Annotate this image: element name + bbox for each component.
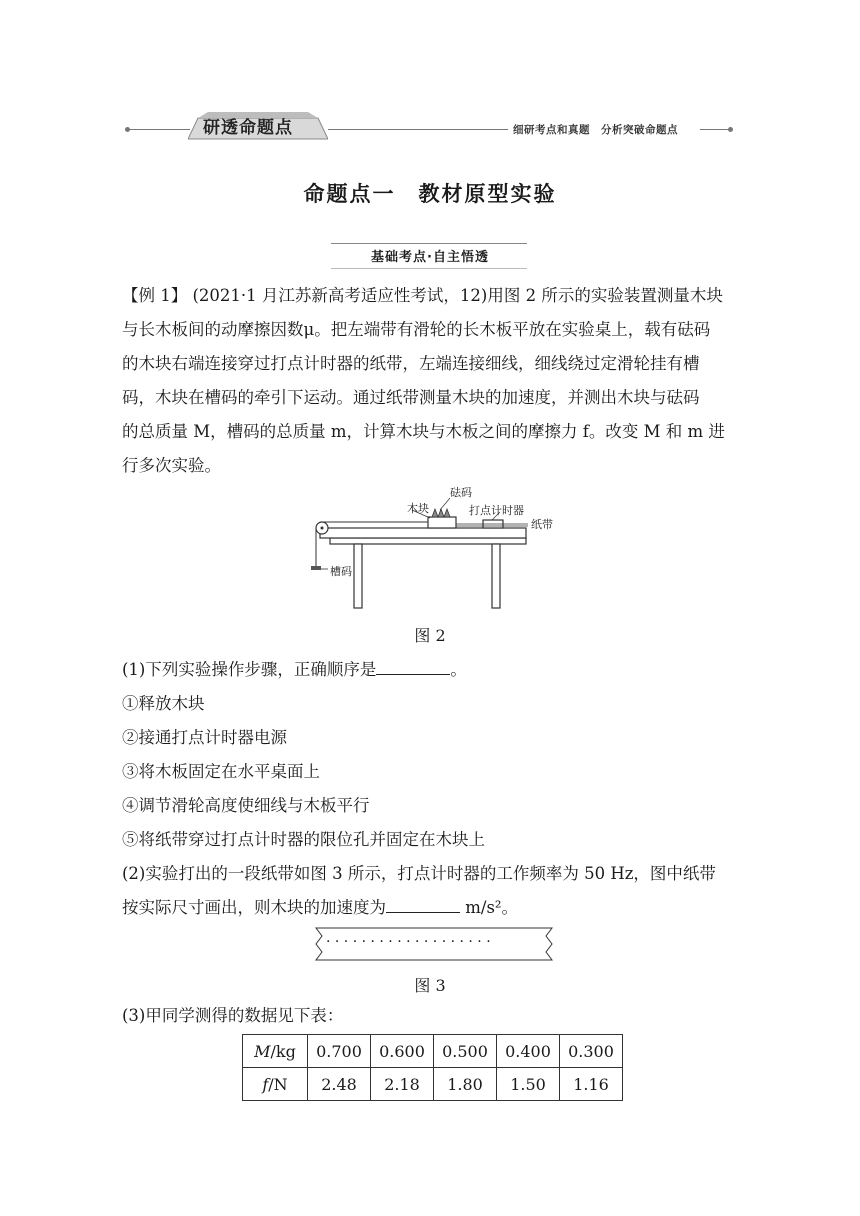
q1-step-1: ①释放木块 bbox=[122, 694, 205, 713]
paragraph-line-1: 【例 1】 (2021·1 月江苏新高考适应性考试，12)用图 2 所示的实验装置测量木块 bbox=[122, 286, 723, 305]
q1-step-4: ④调节滑轮高度使细线与木板平行 bbox=[122, 796, 370, 815]
paragraph-line-5: 的总质量 M，槽码的总质量 m，计算木块与木板之间的摩擦力 f。改变 M 和 m 进 bbox=[122, 422, 725, 441]
header-rule-right bbox=[328, 129, 508, 130]
table-header-mass: M/kg bbox=[243, 1035, 308, 1068]
table-row bbox=[243, 1068, 623, 1101]
q1-step-2: ②接通打点计时器电源 bbox=[122, 728, 287, 747]
q1-prompt bbox=[122, 660, 467, 680]
paragraph-line-6: 行多次实验。 bbox=[122, 456, 221, 475]
section-title: 命题点一 教材原型实验 bbox=[303, 182, 557, 206]
figure2-apparatus bbox=[300, 482, 570, 612]
q1-step-5: ⑤将纸带穿过打点计时器的限位孔并固定在木块上 bbox=[122, 830, 485, 849]
q2-line-2 bbox=[122, 898, 518, 918]
header-right-dot bbox=[728, 127, 733, 132]
fig2-label-weights: 砝码 bbox=[450, 486, 472, 499]
table-cell: 1.16 bbox=[560, 1068, 623, 1101]
table-row bbox=[243, 1035, 623, 1068]
header-tab-label: 研透命题点 bbox=[203, 118, 293, 138]
subtitle-rule-bottom bbox=[331, 268, 527, 269]
figure2-caption: 图 2 bbox=[414, 626, 446, 645]
table-cell: 1.80 bbox=[434, 1068, 497, 1101]
q1-prompt-end: 。 bbox=[450, 660, 467, 679]
q1-answer-blank bbox=[376, 660, 450, 675]
section-subtitle: 基础考点·自主悟透 bbox=[371, 250, 489, 265]
fig2-label-block: 木块 bbox=[407, 502, 429, 515]
fig2-label-tape: 纸带 bbox=[531, 518, 553, 531]
figure3-caption: 图 3 bbox=[414, 976, 446, 995]
table-cell: 0.300 bbox=[560, 1035, 623, 1068]
header-right-text: 细研考点和真题 分析突破命题点 bbox=[513, 124, 678, 136]
paragraph-line-2: 与长木板间的动摩擦因数μ。把左端带有滑轮的长木板平放在实验桌上，载有砝码 bbox=[122, 320, 711, 339]
q2-answer-blank bbox=[386, 898, 460, 913]
table-cell: 2.48 bbox=[308, 1068, 371, 1101]
data-table bbox=[242, 1034, 623, 1101]
fig2-label-hanging-mass: 槽码 bbox=[330, 565, 352, 578]
table-cell: 0.700 bbox=[308, 1035, 371, 1068]
q1-prompt-text: (1)下列实验操作步骤，正确顺序是 bbox=[122, 660, 377, 679]
table-cell: 0.500 bbox=[434, 1035, 497, 1068]
subtitle-rule-top bbox=[331, 243, 527, 244]
q1-step-3: ③将木板固定在水平桌面上 bbox=[122, 762, 320, 781]
table-cell: 0.600 bbox=[371, 1035, 434, 1068]
paragraph-line-3: 的木块右端连接穿过打点计时器的纸带，左端连接细线，细线绕过定滑轮挂有槽 bbox=[122, 354, 700, 373]
q2-line-2-text: 按实际尺寸画出，则木块的加速度为 bbox=[122, 898, 386, 917]
paragraph-line-4: 码，木块在槽码的牵引下运动。通过纸带测量木块的加速度，并测出木块与砝码 bbox=[122, 388, 700, 407]
q3-prompt: (3)甲同学测得的数据见下表： bbox=[122, 1006, 344, 1025]
table-cell: 1.50 bbox=[497, 1068, 560, 1101]
table-cell: 0.400 bbox=[497, 1035, 560, 1068]
figure3-dots: · · · · · · · · · · · · · · · · · · · bbox=[326, 934, 491, 950]
q2-unit: m/s²。 bbox=[460, 898, 519, 917]
q2-line-1: (2)实验打出的一段纸带如图 3 所示，打点计时器的工作频率为 50 Hz，图中纸带 bbox=[122, 864, 716, 883]
header-rule-left bbox=[130, 129, 190, 130]
header-rule-end bbox=[700, 129, 730, 130]
table-cell: 2.18 bbox=[371, 1068, 434, 1101]
fig2-label-timer: 打点计时器 bbox=[469, 504, 524, 517]
table-header-friction: f/N bbox=[243, 1068, 308, 1101]
